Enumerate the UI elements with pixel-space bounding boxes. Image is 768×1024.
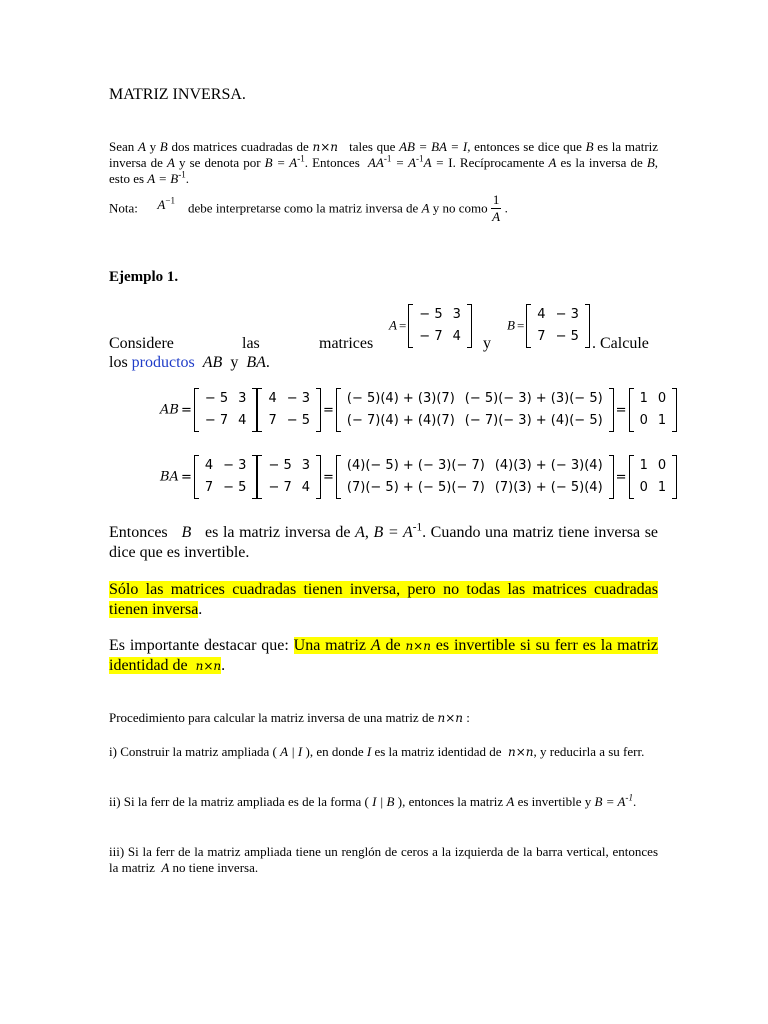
example-text: y (230, 354, 239, 371)
nxn-symbol: n×n (508, 745, 534, 759)
conclusion-paragraph (109, 523, 658, 563)
conclusion-text: Entonces (109, 524, 168, 541)
matrix-entry: − 3 (223, 458, 247, 473)
symbol-a: A (137, 139, 146, 154)
matrix-entry: (7)(3) + (− 5)(4) (494, 480, 603, 495)
matrix-entry: − 5 (419, 307, 443, 322)
equals-sign: = (323, 402, 334, 418)
definition-text: . Entonces (304, 155, 360, 170)
nota-line (109, 192, 508, 225)
matrix-entry: 4 (452, 329, 461, 344)
matrix-entry: 1 (657, 480, 667, 495)
matrix-entry: 1 (639, 391, 648, 406)
matrix-entry: 7 (268, 413, 277, 428)
matrix-row (342, 388, 608, 410)
matrix-row (635, 477, 672, 499)
procedure-step-2 (109, 794, 658, 810)
highlighted-text: Una matriz (293, 637, 367, 654)
matrix-entry: − 5 (268, 458, 292, 473)
matrix-entry: − 5 (223, 480, 247, 495)
symbol-a: A (370, 637, 381, 654)
superscript: -1 (412, 521, 423, 534)
procedure-text: : (466, 710, 470, 725)
symbol-a: A (161, 860, 170, 875)
matrix-entry: 3 (301, 458, 311, 473)
definition-text: tales que (349, 139, 396, 154)
example-text: matrices (319, 335, 374, 352)
symbol-a: A (548, 155, 557, 170)
step-text: . (633, 794, 637, 809)
matrix-entry: 3 (452, 307, 461, 322)
procedure-step-3 (109, 844, 658, 876)
matrix-entry: (7)(− 5) + (− 5)(− 7) (346, 480, 485, 495)
matrix-row (263, 410, 315, 432)
step-text: , y reducirla a su ferr. (533, 744, 645, 759)
augmented-matrix-a-i: A | I (280, 744, 303, 759)
matrix-entry: 0 (639, 480, 648, 495)
matrix-entry: 7 (204, 480, 214, 495)
nxn-symbol: n×n (312, 140, 339, 154)
matrix-entry: − 5 (286, 413, 311, 428)
matrix-entry: 4 (268, 391, 277, 406)
label-b: B (507, 317, 515, 333)
symbol-a: A (421, 200, 430, 216)
ba-factor-a (257, 455, 321, 499)
example-heading: Ejemplo 1. (109, 269, 179, 285)
equals-sign: = (323, 469, 334, 485)
symbol-ab: AB (202, 354, 223, 371)
symbol-i: I (366, 744, 372, 759)
example-text: Considere (109, 335, 174, 352)
ab-expanded (336, 388, 614, 432)
ba-factor-b (194, 455, 258, 499)
matrix-row (414, 326, 466, 348)
conclusion-text: . Cuando una matriz tiene inversa se dice que es invertible. (109, 524, 659, 561)
example-text: las (242, 335, 260, 352)
symbol-b: B (159, 139, 168, 154)
matrix-row (200, 477, 252, 499)
equation-b-a-inverse: B = A (594, 794, 626, 809)
matrix-entry: − 3 (555, 307, 579, 322)
matrix-entry: − 5 (204, 391, 229, 406)
definition-text: y se denota por (179, 155, 261, 170)
label-ba: BA (160, 469, 179, 485)
definition-text: I. Recíprocamente (448, 155, 545, 170)
nota-label: Nota: (109, 200, 138, 216)
equals-sign: = (516, 318, 525, 333)
step-text: ), en donde (305, 744, 364, 759)
ba-expanded (336, 455, 614, 499)
example-text: los (109, 354, 128, 371)
matrix-a-definition (389, 304, 472, 348)
ba-calculation (160, 455, 677, 499)
symbol-b: B (585, 139, 594, 154)
matrix-entry: 4 (204, 458, 214, 473)
matrix-entry: − 7 (419, 329, 443, 344)
equation-b-a-inverse: B = A (264, 155, 298, 170)
equation-aa-inverse: AA (367, 155, 384, 170)
matrix-row (635, 410, 672, 432)
matrix-b (526, 304, 590, 348)
augmented-matrix-i-b: I | B (372, 794, 395, 809)
nxn-symbol: n×n (405, 639, 431, 653)
matrix-entry: (− 7)(− 3) + (4)(− 5) (464, 413, 603, 428)
matrix-entry: (4)(3) + (− 3)(4) (494, 458, 603, 473)
superscript: -1 (178, 169, 186, 180)
equals-sign: = (615, 402, 627, 418)
superscript: -1 (625, 792, 633, 803)
matrix-entry: 0 (657, 458, 667, 473)
nota-text: debe interpretarse como la matriz inversa de (188, 200, 419, 216)
matrix-a (408, 304, 472, 348)
example-text: . Calcule (592, 335, 649, 352)
step-text: ii) Si la ferr de la matriz ampliada es de la forma ( (109, 794, 369, 809)
matrix-row (635, 388, 672, 410)
step-text: no tiene inversa. (172, 860, 259, 875)
matrix-entry: 7 (537, 329, 546, 344)
label-a: A (389, 317, 397, 333)
step-text: es la matriz identidad de (374, 744, 502, 759)
definition-text: es la inversa de (560, 155, 643, 170)
symbol-b: B (646, 155, 655, 170)
superscript: -1 (297, 153, 305, 164)
highlighted-text: Sólo las matrices cuadradas tienen inversa, pero no todas las matrices cuadradas tienen inversa (109, 581, 658, 618)
equals-sign: = (615, 469, 627, 485)
procedure-intro (109, 710, 470, 726)
matrix-row (263, 455, 315, 477)
definition-text: dos matrices cuadradas de (171, 139, 309, 154)
highlighted-text: es invertible si su ferr es la matriz identidad de (109, 637, 659, 674)
definition-text: Sean (109, 139, 135, 154)
fraction-numerator: 1 (492, 192, 500, 207)
matrix-entry: (− 7)(4) + (4)(7) (346, 413, 455, 428)
matrix-entry: (− 5)(− 3) + (3)(− 5) (464, 391, 603, 406)
equation-aa-inverse: = A (391, 155, 417, 170)
matrix-row (414, 304, 466, 326)
nxn-symbol: n×n (437, 711, 463, 725)
step-text: iii) Si la ferr de la matriz ampliada tiene un renglón de ceros a la izquierda de la barra vertical, entonces la matriz (109, 844, 658, 875)
equation-a-b-inverse: A = B (147, 171, 179, 186)
fraction-denominator: A (492, 209, 501, 224)
procedure-text: Procedimiento para calcular la matriz inversa de una matriz de (109, 710, 435, 725)
nxn-symbol: n×n (195, 659, 222, 673)
matrix-row (342, 410, 608, 432)
definition-text: es la matriz inversa de (109, 139, 659, 170)
step-text: i) Construir la matriz ampliada ( (109, 744, 277, 759)
step-text: ), entonces la matriz (397, 794, 504, 809)
matrix-row (200, 455, 252, 477)
matrix-row (263, 477, 315, 499)
superscript: -1 (416, 153, 424, 164)
ab-factor-a (194, 388, 258, 432)
matrix-entry: − 7 (204, 413, 229, 428)
equation-ab-ba-i: AB = BA = I, (399, 139, 471, 154)
matrix-entry: − 5 (555, 329, 579, 344)
ab-factor-b (257, 388, 321, 432)
equals-sign: = (180, 402, 192, 418)
matrix-b-definition (507, 304, 590, 348)
equation-b-a-inverse: B = A (373, 524, 413, 541)
matrix-entry: 4 (301, 480, 311, 495)
equation-aa-inverse: A = (423, 155, 445, 170)
equals-sign: = (398, 318, 407, 333)
page-title: MATRIZ INVERSA. (109, 86, 246, 103)
matrix-entry: − 7 (268, 480, 292, 495)
ab-calculation (160, 388, 677, 432)
symbol-a: A (166, 155, 175, 170)
matrix-entry: 0 (657, 391, 667, 406)
example-text: y (483, 335, 491, 352)
nota-text: . (504, 200, 508, 216)
equals-sign: = (180, 469, 192, 485)
matrix-entry: 0 (639, 413, 648, 428)
ba-result-identity (629, 455, 678, 499)
matrix-row (200, 410, 252, 432)
matrix-row (342, 477, 608, 499)
definition-text: y (149, 139, 157, 154)
example-products-line (109, 353, 270, 373)
matrix-row (532, 326, 584, 348)
matrix-entry: 4 (537, 307, 546, 322)
matrix-row (200, 388, 252, 410)
definition-paragraph: Sean A y B dos matrices cuadradas de n×n tales que AB = BA = I, entonces se dice que B es la matriz inversa de A y se denota por $B = A^{-1}$. Entonces $AA^{-1} = A^{-1}A = I$. Recíprocamente A es la inversa de B, esto es $A = B^{-1}$. (109, 139, 659, 186)
procedure-step-1 (109, 744, 658, 760)
note-end: . (198, 601, 203, 618)
step-text: es invertible y (517, 794, 592, 809)
matrix-entry: − 3 (286, 391, 311, 406)
conclusion-text: , (364, 524, 369, 541)
superscript: -1 (383, 153, 392, 164)
matrix-row (532, 304, 584, 326)
nota-text: y no como (432, 200, 488, 216)
matrix-entry: (4)(− 5) + (− 3)(− 7) (346, 458, 485, 473)
definition-text: , esto es (109, 155, 659, 186)
matrix-entry: 3 (238, 391, 247, 406)
fraction-one-over-a (491, 192, 502, 225)
ab-result-identity (629, 388, 678, 432)
example-statement (109, 304, 658, 374)
symbol-a-inverse: A (157, 196, 166, 212)
superscript: −1 (165, 195, 176, 206)
matrix-row (342, 455, 608, 477)
symbol-a: A (355, 524, 365, 541)
matrix-entry: 4 (238, 413, 247, 428)
important-paragraph (109, 636, 658, 676)
matrix-entry: 1 (639, 458, 648, 473)
highlight-note (109, 580, 658, 620)
example-text: . (265, 354, 270, 371)
conclusion-text: es la matriz inversa de (205, 524, 351, 541)
important-text: Es importante destacar que: (109, 637, 289, 654)
important-text: . (221, 657, 226, 674)
matrix-row (635, 455, 672, 477)
symbol-ba: BA (246, 354, 266, 371)
symbol-a: A (506, 794, 515, 809)
symbol-b: B (181, 524, 192, 541)
matrix-entry: 1 (657, 413, 667, 428)
highlighted-text: de (385, 637, 401, 654)
matrix-entry: (− 5)(4) + (3)(7) (346, 391, 455, 406)
productos-link[interactable]: productos (131, 354, 195, 371)
matrix-row (263, 388, 315, 410)
definition-text: entonces se dice que (474, 139, 582, 154)
label-ab: AB (160, 402, 179, 418)
